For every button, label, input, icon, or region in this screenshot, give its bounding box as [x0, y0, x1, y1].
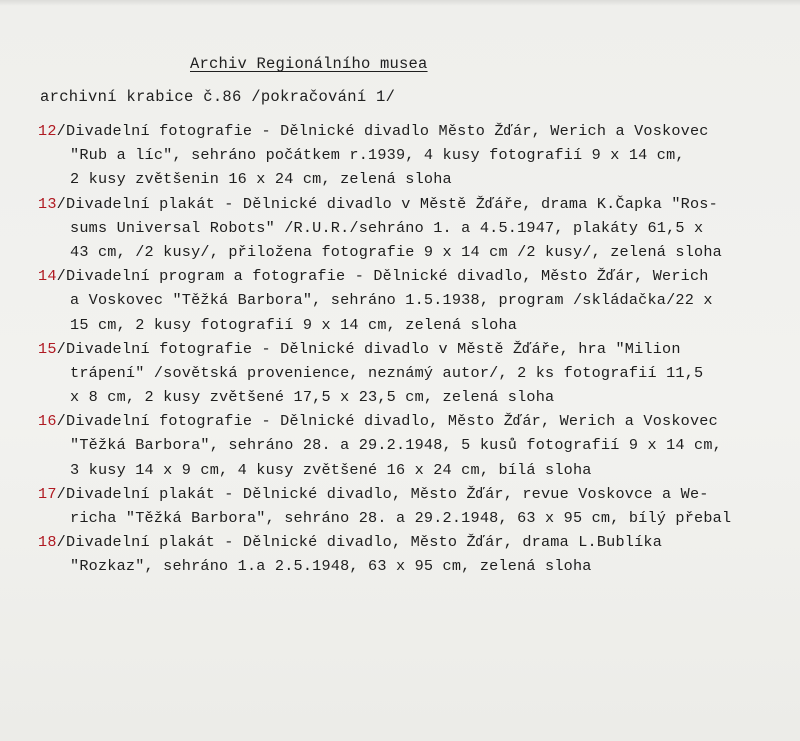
document-title: Archiv Regionálního musea [190, 55, 428, 73]
entry-line [38, 482, 788, 506]
entry-line: "Těžká Barbora", sehráno 28. a 29.2.1948, 5 kusů fotografií 9 x 14 cm, [70, 436, 722, 455]
entry-line: "Rub a líc", sehráno počátkem r.1939, 4 kusy fotografií 9 x 14 cm, [70, 146, 685, 165]
entry-text: /Divadelní fotografie - Dělnické divadlo Město Žďár, Werich a Voskovec [56, 122, 709, 140]
entry-line [38, 337, 788, 361]
entry-number: 13 [38, 194, 57, 213]
entry-17 [38, 482, 788, 530]
document-subtitle: archivní krabice č.86 /pokračování 1/ [40, 88, 396, 106]
entry-line [38, 192, 788, 216]
entry-text: /Divadelní plakát - Dělnické divadlo, Město Žďár, drama L.Bublíka [56, 533, 663, 552]
entry-text: /Divadelní plakát - Dělnické divadlo, Město Žďár, revue Voskovce a We- [56, 484, 709, 503]
entry-line: x 8 cm, 2 kusy zvětšené 17,5 x 23,5 cm, zelená sloha [70, 388, 555, 407]
entry-line: a Voskovec "Těžká Barbora", sehráno 1.5.1938, program /skládačka/22 x [70, 291, 713, 310]
entry-line: richa "Těžká Barbora", sehráno 28. a 29.2.1948, 63 x 95 cm, bílý přebal [70, 509, 732, 527]
entry-line: "Rozkaz", sehráno 1.a 2.5.1948, 63 x 95 cm, zelená sloha [70, 557, 592, 576]
entry-line: 3 kusy 14 x 9 cm, 4 kusy zvětšené 16 x 24 cm, bílá sloha [70, 460, 592, 479]
entry-number: 18 [38, 533, 57, 552]
entry-16 [38, 409, 788, 482]
entry-line [38, 530, 788, 554]
page-edge-shadow [0, 0, 800, 6]
entry-number: 14 [38, 267, 57, 286]
entry-line [38, 264, 788, 288]
entry-14 [38, 264, 788, 337]
entry-line: 43 cm, /2 kusy/, přiložena fotografie 9 x 14 cm /2 kusy/, zelená sloha [70, 242, 722, 261]
entry-number: 17 [38, 484, 57, 503]
entry-18 [38, 530, 788, 578]
entry-number: 15 [38, 339, 57, 358]
entry-text: /Divadelní fotografie - Dělnické divadlo v Městě Žďáře, hra "Milion [56, 339, 681, 358]
entry-number: 16 [38, 412, 57, 431]
entry-line [38, 409, 788, 433]
entry-number: 12 [38, 122, 57, 140]
entry-15 [38, 337, 788, 410]
entry-13 [38, 192, 788, 265]
entry-line: sums Universal Robots" /R.U.R./sehráno 1. a 4.5.1947, plakáty 61,5 x [70, 218, 704, 237]
entry-text: /Divadelní fotografie - Dělnické divadlo, Město Žďár, Werich a Voskovec [56, 412, 718, 431]
entry-line: 2 kusy zvětšenin 16 x 24 cm, zelená sloha [70, 170, 452, 189]
entry-line: trápení" /sovětská provenience, neznámý autor/, 2 ks fotografií 11,5 [70, 363, 704, 382]
entry-text: /Divadelní plakát - Dělnické divadlo v Městě Žďáře, drama K.Čapka "Ros- [56, 194, 718, 213]
entry-text: /Divadelní program a fotografie - Dělnické divadlo, Město Žďár, Werich [56, 267, 709, 286]
entry-12 [38, 119, 788, 192]
entry-line: 15 cm, 2 kusy fotografií 9 x 14 cm, zelená sloha [70, 315, 518, 334]
entry-line [38, 119, 788, 143]
entry-list [38, 119, 788, 579]
